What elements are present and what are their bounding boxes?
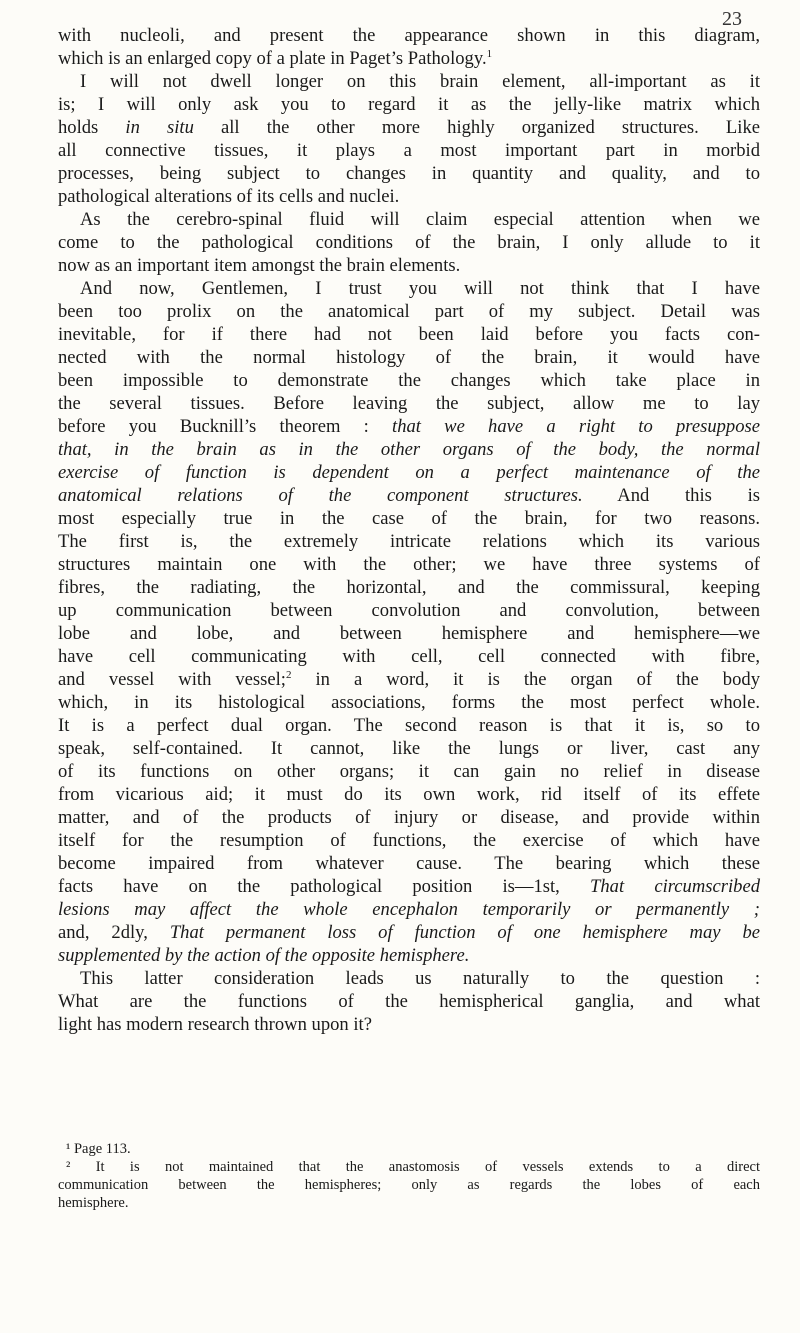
text-line: the several tissues. Before leaving the subject, allow me to lay [58,393,760,414]
text-line: and, 2dly, That permanent loss of function of one hemisphere may be [58,922,760,943]
text-line: What are the functions of the hemispherical ganglia, and what [58,991,760,1012]
text-line: light has modern research thrown upon it? [58,1014,372,1035]
text-line: The first is, the extremely intricate relations which its various [58,531,760,552]
text-line: of its functions on other organs; it can gain no relief in disease [58,761,760,782]
paragraph-start: This latter consideration leads us naturally to the question : [80,968,760,989]
text-line: which, in its histological associations, forms the most perfect whole. [58,692,760,713]
text-line: It is a perfect dual organ. The second reason is that it is, so to [58,715,760,736]
text-line [58,944,760,967]
text-line: holds in situ all the other more highly organized structures. Like [58,117,760,138]
text-line: speak, self-contained. It cannot, like the lungs or liver, cast any [58,738,760,759]
text-line: matter, and of the products of injury or disease, and provide within [58,807,760,828]
footnote-1: ¹ Page 113. [66,1141,131,1157]
text-line: been impossible to demonstrate the changes which take place in [58,370,760,391]
text-line: pathological alterations of its cells and nuclei. [58,186,400,207]
text-line: facts have on the pathological position is—1st, That circumscribed [58,876,761,897]
footnote-2-cont: communication between the hemispheres; only as regards the lobes of each [58,1177,760,1193]
footnotes [58,1140,760,1212]
footnote-2: ² It is not maintained that the anastomosis of vessels extends to a direct [66,1159,760,1175]
text-line: become impaired from whatever cause. The bearing which these [58,853,760,874]
text-line: inevitable, for if there had not been laid before you facts con- [58,324,760,345]
paragraph-start: As the cerebro-spinal fluid will claim especial attention when we [80,209,760,230]
italic-phrase: That permanent loss of function of one hemisphere may be [169,922,760,943]
paragraph-start: I will not dwell longer on this brain element, all-important as it [80,71,760,92]
text-line: all connective tissues, it plays a most important part in morbid [58,140,760,161]
text-line: processes, being subject to changes in quantity and quality, and to [58,163,760,184]
text-line: come to the pathological conditions of the brain, I only allude to it [58,232,760,253]
text-line: with nucleoli, and present the appearance shown in this diagram, [58,25,760,46]
italic-phrase: that we have a right to presuppose [392,416,760,437]
italic-phrase: exercise of function is dependent on a perfect maintenance of the [58,462,760,483]
text-line: have cell communicating with cell, cell connected with fibre, [58,646,760,667]
text-line [58,898,760,921]
text-line: and vessel with vessel;$^2$ in a word, it is the organ of the body [58,668,760,690]
body-text [58,24,760,1036]
italic-phrase: supplemented by the action of the opposite hemisphere. [58,945,470,966]
footnote-ref-2: 2 [285,668,292,681]
text-line: anatomical relations of the component structures. And this is [58,485,760,506]
text-line: now as an important item amongst the brain elements. [58,255,461,276]
text-line: before you Bucknill’s theorem : that we have a right to presuppose [58,416,760,437]
text-line: up communication between convolution and convolution, between [58,600,760,621]
text-line: lobe and lobe, and between hemisphere and hemisphere—we [58,623,760,644]
italic-phrase: That circumscribed [590,876,761,897]
text-line: from vicarious aid; it must do its own work, rid itself of its effete [58,784,760,805]
text-line: most especially true in the case of the brain, for two reasons. [58,508,760,529]
italic-phrase: anatomical relations of the component structures. [58,485,583,506]
paragraph-start: And now, Gentlemen, I trust you will not think that I have [80,278,760,299]
italic-phrase: that, in the brain as in the other organs of the body, the normal [58,439,760,460]
text-line [58,461,760,484]
text-line: is; I will only ask you to regard it as the jelly-like matrix which [58,94,760,115]
text-line: been too prolix on the anatomical part of my subject. Detail was [58,301,760,322]
text-line: which is an enlarged copy of a plate in Paget’s Pathology.$^1$ [58,47,493,69]
italic-phrase: lesions may affect the whole encephalon temporarily or permanently ; [58,899,760,920]
italic-phrase: in situ [125,117,194,138]
text-line: nected with the normal histology of the brain, it would have [58,347,760,368]
text-line [58,438,760,461]
text-line: structures maintain one with the other; we have three systems of [58,554,760,575]
footnote-ref-1: 1 [486,47,493,60]
text-line: fibres, the radiating, the horizontal, and the commissural, keeping [58,577,760,598]
text-line: itself for the resumption of functions, the exercise of which have [58,830,760,851]
page-number: 23 [722,8,742,30]
footnote-2-end: hemisphere. [58,1195,129,1211]
